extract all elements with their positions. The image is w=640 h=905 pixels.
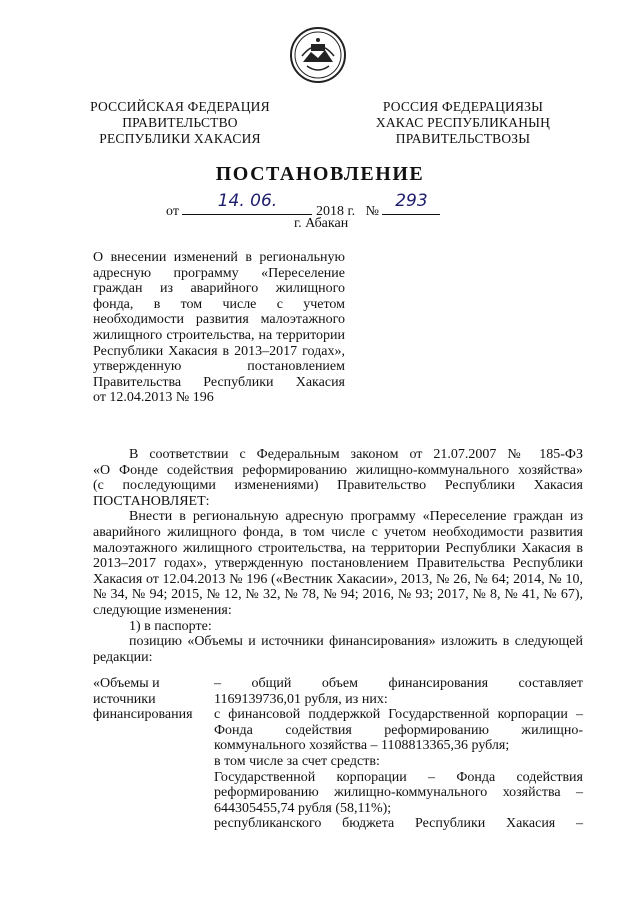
body-line: 1) в паспорте: [129, 618, 212, 634]
table-content-line: 644305455,74 рубля (58,11%); [214, 800, 392, 816]
city-label: г. Абакан [294, 216, 349, 231]
header-right-block [368, 99, 558, 147]
subject-line: фонда, в том числе с учетом [93, 296, 345, 312]
subject-line: адресную программу «Переселение [93, 265, 345, 281]
body-line: следующие изменения: [93, 602, 232, 618]
header-right-line: ХАКАС РЕСПУБЛИКАНЫҢ [375, 115, 551, 130]
table-content-line: реформированию жилищно-коммунального хозяйства – [214, 785, 583, 801]
body-line: Внести в региональную адресную программу «Переселение граждан из [129, 509, 583, 525]
table-content-line: Государственной корпорации – Фонда содействия [214, 769, 583, 785]
subject-line: Республики Хакасия в 2013–2017 годах», [93, 343, 345, 359]
subject-line: от 12.04.2013 № 196 [93, 390, 214, 406]
header-right-line: РОССИЯ ФЕДЕРАЦИЯЗЫ [382, 99, 544, 114]
date-field [182, 191, 312, 215]
body-line: малоэтажного жилищного строительства, на территории Республики Хакасия в [93, 540, 583, 556]
body-line: аварийного жилищного фонда, в том числе с учетом необходимости развития [93, 524, 583, 540]
table-content-line: республиканского бюджета Республики Хакасия – [214, 816, 583, 832]
body-line: (с последующими изменениями) Правительство Республики Хакасия [93, 478, 583, 494]
subject-line: О внесении изменений в региональную [93, 250, 345, 265]
funding-table-content-cell [214, 676, 583, 832]
header-left-line: РОССИЙСКАЯ ФЕДЕРАЦИЯ [90, 99, 270, 114]
coat-of-arms-emblem [289, 26, 347, 84]
subject-line: Правительства Республики Хакасия [93, 374, 345, 390]
body-line: В соответствии с Федеральным законом от 21.07.2007 № 185-ФЗ [129, 447, 583, 462]
table-content-line: 1169139736,01 рубля, из них: [214, 691, 388, 707]
handwritten-date: 14. 06. [217, 191, 278, 211]
body-line: № 34, № 94; 2015, № 12, № 32, № 78, № 94; 2016, № 93; 2017, № 8, № 41, № 67), [93, 587, 583, 603]
table-content-line: с финансовой поддержкой Государственной корпорации – [214, 707, 583, 723]
date-prefix: от [166, 204, 179, 219]
subject-line: утвержденную постановлением [93, 359, 345, 375]
body-line: ПОСТАНОВЛЯЕТ: [93, 493, 210, 509]
table-content-line: – общий объем финансирования составляет [214, 676, 583, 691]
handwritten-number: 293 [395, 191, 428, 211]
body-line: 2013–2017 годах», утвержденную постановлением Правительства Республики [93, 556, 583, 572]
table-content-line: Фонда содействия реформированию жилищно- [214, 722, 583, 738]
body-line: Хакасия от 12.04.2013 № 196 («Вестник Хакасии», 2013, № 26, № 64; 2014, № 10, [93, 571, 583, 587]
document-title: ПОСТАНОВЛЕНИЕ [215, 163, 425, 185]
number-field [382, 191, 440, 215]
table-label-line: финансирования [93, 707, 193, 723]
header-left-line: РЕСПУБЛИКИ ХАКАСИЯ [99, 131, 261, 146]
table-label-line: источники [93, 691, 156, 707]
header-left-block [85, 99, 275, 147]
year-text: 2018 г. [315, 204, 356, 219]
body-line: позицию «Объемы и источники финансирования» изложить в следующей [129, 634, 583, 650]
table-content-line: коммунального хозяйства – 1108813365,36 рубля; [214, 738, 510, 754]
header-right-line: ПРАВИТЕЛЬСТВОЗЫ [395, 131, 531, 146]
subject-line: граждан из аварийного жилищного [93, 281, 345, 297]
subject-line: жилищного строительства, на территории [93, 327, 345, 343]
body-line: «О Фонде содействия реформированию жилищно-коммунального хозяйства» [93, 462, 583, 478]
body-line: редакции: [93, 649, 153, 665]
table-label-line: «Объемы и [93, 676, 160, 691]
number-label: № [365, 204, 379, 219]
subject-line: необходимости развития малоэтажного [93, 312, 345, 328]
table-content-line: в том числе за счет средств: [214, 753, 380, 769]
subject-block [93, 250, 345, 406]
funding-table-label-cell [93, 676, 203, 723]
header-left-line: ПРАВИТЕЛЬСТВО [122, 115, 238, 130]
body-text [93, 447, 583, 665]
